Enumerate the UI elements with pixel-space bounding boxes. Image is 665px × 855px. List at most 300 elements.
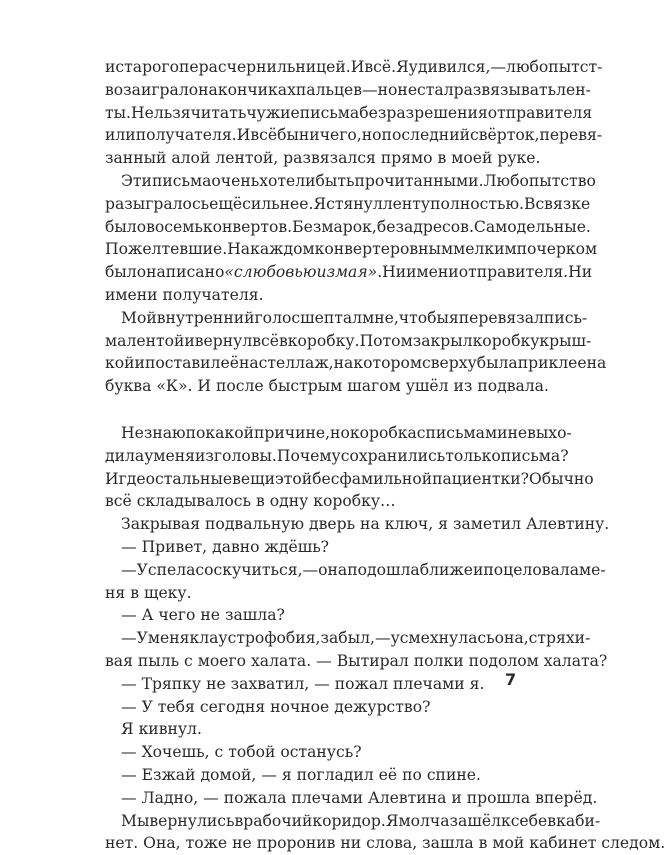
word: с — [416, 423, 426, 442]
word: У — [136, 629, 148, 648]
word: в — [130, 583, 144, 602]
word: только — [445, 446, 501, 465]
word: моей — [451, 149, 498, 168]
word: её — [378, 765, 403, 784]
word: захватил, — [230, 674, 315, 693]
word: — — [121, 606, 142, 625]
word: кабинет — [529, 834, 602, 853]
text-line — [105, 193, 591, 216]
word: на — [198, 80, 218, 99]
word: сегодня — [199, 697, 271, 716]
word: в — [255, 492, 270, 511]
text-line — [105, 559, 606, 582]
word: Потом — [359, 331, 413, 350]
word: Почему — [276, 446, 341, 465]
word: И — [236, 126, 251, 145]
word: лентой, — [215, 149, 284, 168]
word: по — [402, 765, 427, 784]
book-page-body — [105, 56, 665, 855]
word: но — [377, 80, 398, 99]
word: халата? — [543, 651, 608, 670]
word: любовью — [242, 263, 317, 282]
word: из — [316, 263, 336, 282]
text-block-1 — [105, 56, 607, 398]
word: бесфамильной — [312, 469, 433, 488]
word: развязался — [283, 149, 381, 168]
word: перевязал — [458, 308, 544, 327]
word: коробку — [472, 331, 540, 350]
page-number: 7 — [505, 670, 517, 689]
word: отправителя. — [458, 263, 569, 282]
word: вернулись — [149, 811, 235, 830]
word: Ни — [568, 263, 593, 282]
word: у — [144, 446, 154, 465]
text-line — [105, 718, 512, 741]
word: поцеловала — [483, 560, 580, 579]
word: зашла — [422, 834, 479, 853]
text-line — [105, 764, 512, 787]
word: «К». — [156, 377, 198, 396]
word: Пожелтевшие. — [105, 240, 228, 259]
word: У — [141, 697, 158, 716]
word: — — [261, 765, 282, 784]
word: головы. — [213, 446, 277, 465]
word: заметил — [452, 515, 526, 534]
word: хотели — [259, 171, 316, 190]
word: без — [376, 217, 404, 236]
word: алой — [171, 149, 216, 168]
word: мне, — [362, 308, 399, 327]
word: имени — [406, 263, 459, 282]
word: была — [476, 354, 518, 373]
word: из — [453, 377, 478, 396]
word: мелким — [453, 240, 517, 259]
word: быстрым — [268, 377, 348, 396]
word: ночное — [270, 697, 335, 716]
word: в — [437, 149, 452, 168]
word: адресов. — [403, 217, 474, 236]
word: сверху — [422, 354, 477, 373]
text-line — [105, 102, 593, 125]
text-line — [105, 445, 569, 468]
word: ты. — [105, 103, 131, 122]
word: И — [350, 58, 365, 76]
word: не — [206, 674, 231, 693]
word: в — [547, 811, 557, 830]
word: последний — [381, 126, 470, 145]
word: Ладно, — [141, 788, 204, 807]
word: котором — [353, 354, 422, 373]
word: вещи — [232, 469, 275, 488]
word: Без — [292, 217, 322, 236]
text-line — [105, 238, 598, 261]
word: полки — [413, 651, 469, 670]
text-block-2 — [105, 422, 665, 855]
text-line — [105, 352, 607, 375]
word: каби- — [556, 811, 601, 830]
text-line — [105, 284, 512, 307]
word: — — [121, 674, 142, 693]
word: зашла? — [225, 606, 285, 625]
word: она, — [494, 629, 529, 648]
word: буква — [105, 377, 157, 396]
word: к — [500, 811, 511, 830]
word: спине. — [426, 765, 481, 784]
text-line — [105, 604, 512, 627]
word: — — [121, 629, 137, 648]
word: ня — [105, 583, 131, 602]
word: коробку. — [287, 331, 360, 350]
word: после — [215, 377, 269, 396]
word: пыль — [137, 651, 185, 670]
word: стянул — [326, 194, 383, 213]
word: полностью. — [430, 194, 524, 213]
word: Привет, — [141, 537, 213, 556]
word: Любопытство — [483, 171, 596, 190]
word: ключ, — [384, 515, 439, 534]
word: какой — [205, 423, 254, 442]
word: — — [316, 651, 337, 670]
word: Обычно — [528, 469, 594, 488]
text-line — [105, 375, 549, 398]
word: себе — [510, 811, 548, 830]
word: И — [197, 377, 216, 396]
text-line — [105, 468, 594, 491]
word: свёрток, — [469, 126, 540, 145]
word: складывалось — [136, 492, 256, 511]
word: Самодельные. — [473, 217, 591, 236]
text-line — [105, 673, 512, 696]
text-line — [105, 422, 572, 445]
word: и — [134, 354, 145, 373]
word: меня — [153, 446, 195, 465]
word: плечами — [393, 674, 470, 693]
word: пера — [179, 58, 218, 76]
word: любопытст- — [506, 58, 603, 76]
word: я — [438, 515, 453, 534]
word: Нельзя — [131, 103, 191, 122]
word: А — [141, 606, 159, 625]
word: выхо- — [527, 423, 572, 442]
word: получателя. — [135, 126, 237, 145]
word: следом. — [601, 834, 665, 853]
word: моего — [197, 651, 252, 670]
word: не — [232, 834, 257, 853]
word: но — [361, 126, 382, 145]
word: шептал — [300, 308, 363, 327]
word: рабочий — [243, 811, 313, 830]
word: Я — [121, 720, 139, 739]
word: я — [448, 308, 459, 327]
word: этой — [275, 469, 313, 488]
text-line — [105, 124, 603, 147]
word: ленту — [382, 194, 431, 213]
text-line — [105, 810, 601, 833]
word: дила — [105, 446, 145, 465]
word: зашёл — [449, 811, 501, 830]
word: стал — [417, 80, 454, 99]
word: Мой — [121, 308, 157, 327]
word: крыш- — [539, 331, 592, 350]
word: халата. — [251, 651, 317, 670]
word: ни — [340, 834, 367, 853]
word: было — [105, 217, 147, 236]
word: не — [397, 80, 418, 99]
word: лентой — [126, 331, 185, 350]
word: стеллаж, — [258, 354, 334, 373]
text-line — [105, 536, 512, 559]
word: — — [490, 58, 507, 76]
text-line — [105, 147, 541, 170]
word: поставил — [144, 354, 221, 373]
text-line — [105, 490, 512, 513]
word: Хочешь, — [141, 743, 215, 762]
word: конверте — [314, 240, 390, 259]
word: коридор. — [312, 811, 386, 830]
word: подошла — [347, 560, 420, 579]
word: во — [105, 80, 124, 99]
word: разрешения — [386, 103, 488, 122]
word: на — [238, 354, 259, 373]
word: восемь — [146, 217, 203, 236]
word: Тряпку — [141, 674, 207, 693]
word: мой — [492, 834, 530, 853]
word: соскучиться, — [195, 560, 303, 579]
word: проронив — [256, 834, 341, 853]
word: Мы — [121, 811, 150, 830]
word: домой, — [200, 765, 262, 784]
word: Алевтина — [367, 788, 452, 807]
word: клаустрофобия, — [189, 629, 321, 648]
word: очень — [211, 171, 260, 190]
word: в — [279, 331, 288, 350]
word: прошла — [466, 788, 536, 807]
word: письма — [151, 171, 212, 190]
word: из — [194, 446, 214, 465]
word: Успела — [136, 560, 196, 579]
text-line — [105, 787, 598, 810]
word: ма — [105, 331, 127, 350]
word: всё — [250, 126, 278, 145]
word: на — [333, 354, 354, 373]
word: забыл, — [320, 629, 375, 648]
word: где — [118, 469, 146, 488]
word: Я — [396, 58, 409, 76]
text-line — [105, 627, 591, 650]
word: щеку. — [143, 583, 192, 602]
word: разыгралось — [105, 194, 210, 213]
word: знаю — [143, 423, 186, 442]
text-line — [105, 741, 512, 764]
word: ровным — [389, 240, 454, 259]
word: плечами — [291, 788, 368, 807]
word: Ни — [382, 263, 407, 282]
word: ещё — [209, 194, 243, 213]
word: Алевтину. — [526, 515, 610, 534]
word: всё. — [364, 58, 397, 76]
word: на — [360, 515, 385, 534]
word: ждёшь? — [264, 537, 330, 556]
word: или — [105, 126, 136, 145]
word: дежурство? — [334, 697, 431, 716]
word: На — [227, 240, 251, 259]
word: давно — [212, 537, 265, 556]
word: погладил — [296, 765, 379, 784]
word: занный — [105, 149, 172, 168]
word: подолом — [468, 651, 544, 670]
word: — — [121, 560, 137, 579]
word: каждом — [250, 240, 315, 259]
word: всё — [105, 492, 137, 511]
word: вперёд. — [535, 788, 598, 807]
word: имени — [105, 285, 163, 304]
word: Она, — [143, 834, 186, 853]
word: перевя- — [539, 126, 603, 145]
word: — — [121, 765, 142, 784]
word: получателя. — [162, 285, 264, 304]
word: нет. — [105, 834, 144, 853]
word: написано — [146, 263, 225, 282]
word: прямо — [380, 149, 438, 168]
word: останусь? — [280, 743, 362, 762]
word: Эти — [121, 171, 152, 190]
word: я. — [469, 674, 485, 693]
word: быть — [315, 171, 355, 190]
word: марок, — [321, 217, 377, 236]
word: — — [302, 560, 319, 579]
word: пальцев — [295, 80, 363, 99]
word: всё — [252, 331, 279, 350]
word: пись- — [543, 308, 588, 327]
word: подвала. — [477, 377, 549, 396]
text-line — [105, 696, 512, 719]
word: стряхи- — [528, 629, 591, 648]
word: приклеена — [517, 354, 607, 373]
word: закрыл — [412, 331, 473, 350]
word: Я — [313, 194, 327, 213]
word: письма? — [500, 446, 569, 465]
word: остальные — [145, 469, 233, 488]
word: читать — [190, 103, 247, 122]
word: пожал — [334, 674, 394, 693]
word: Езжай — [141, 765, 201, 784]
text-line — [105, 832, 665, 855]
word: сохранились — [340, 446, 446, 465]
word: развязывать — [453, 80, 557, 99]
word: кончиках — [217, 80, 296, 99]
word: чужие — [246, 103, 300, 122]
word: письма — [299, 103, 360, 122]
text-line — [105, 307, 588, 330]
word: коробка — [349, 423, 417, 442]
word: тоже — [185, 834, 233, 853]
word: В — [523, 194, 536, 213]
word: было — [105, 263, 147, 282]
word: тобой — [228, 743, 281, 762]
word: причине, — [253, 423, 331, 442]
word: конвертов. — [202, 217, 293, 236]
word: — — [121, 788, 142, 807]
text-line — [105, 582, 512, 605]
word: «с — [224, 263, 243, 282]
word: мая» — [335, 263, 378, 282]
text-line — [105, 330, 592, 353]
word: молча — [398, 811, 450, 830]
word: не — [200, 606, 225, 625]
word: одну — [269, 492, 314, 511]
word: и — [184, 331, 195, 350]
word: голос — [254, 308, 301, 327]
word: чернильницей. — [226, 58, 351, 76]
word: коробку… — [313, 492, 396, 511]
word: ничего, — [298, 126, 362, 145]
word: письмами — [425, 423, 508, 442]
word: отправителя — [487, 103, 593, 122]
word: чтобы — [398, 308, 449, 327]
word: — — [314, 674, 335, 693]
word: и — [472, 560, 484, 579]
word: кой — [105, 354, 135, 373]
word: ближе — [419, 560, 473, 579]
word: усмехнулась — [390, 629, 495, 648]
word: по — [185, 423, 206, 442]
word: чего — [158, 606, 201, 625]
text-line — [105, 56, 603, 79]
text-line — [105, 170, 596, 193]
word: подвальную — [205, 515, 309, 534]
word: — — [203, 788, 224, 807]
word: сильнее. — [242, 194, 314, 213]
word: я — [281, 765, 297, 784]
word: тебя — [157, 697, 200, 716]
word: с — [217, 58, 227, 76]
word: заиграло — [123, 80, 199, 99]
word: бы — [277, 126, 299, 145]
word: в — [478, 834, 493, 853]
word: дверь — [309, 515, 361, 534]
word: связке — [535, 194, 591, 213]
word: в — [234, 811, 244, 830]
word: — — [374, 629, 391, 648]
word: лен- — [556, 80, 591, 99]
word: кивнул. — [138, 720, 202, 739]
word: ушёл — [405, 377, 454, 396]
word: слова, — [366, 834, 423, 853]
word: . — [377, 263, 383, 282]
word: — — [121, 537, 142, 556]
word: Вытирал — [336, 651, 414, 670]
text-line — [105, 216, 591, 239]
word: внутренний — [156, 308, 255, 327]
word: руке. — [497, 149, 541, 168]
word: она — [318, 560, 348, 579]
word: — — [121, 743, 142, 762]
word: её — [220, 354, 239, 373]
word: почерком — [516, 240, 598, 259]
word: шагом — [347, 377, 406, 396]
word: с — [184, 651, 198, 670]
word: удивился, — [408, 58, 491, 76]
word: без — [359, 103, 387, 122]
word: и — [451, 788, 467, 807]
word: с — [214, 743, 229, 762]
text-line — [105, 650, 608, 673]
word: вернул — [194, 331, 253, 350]
word: не — [507, 423, 528, 442]
word: но — [330, 423, 350, 442]
word: вая — [105, 651, 138, 670]
word: — — [362, 80, 378, 99]
